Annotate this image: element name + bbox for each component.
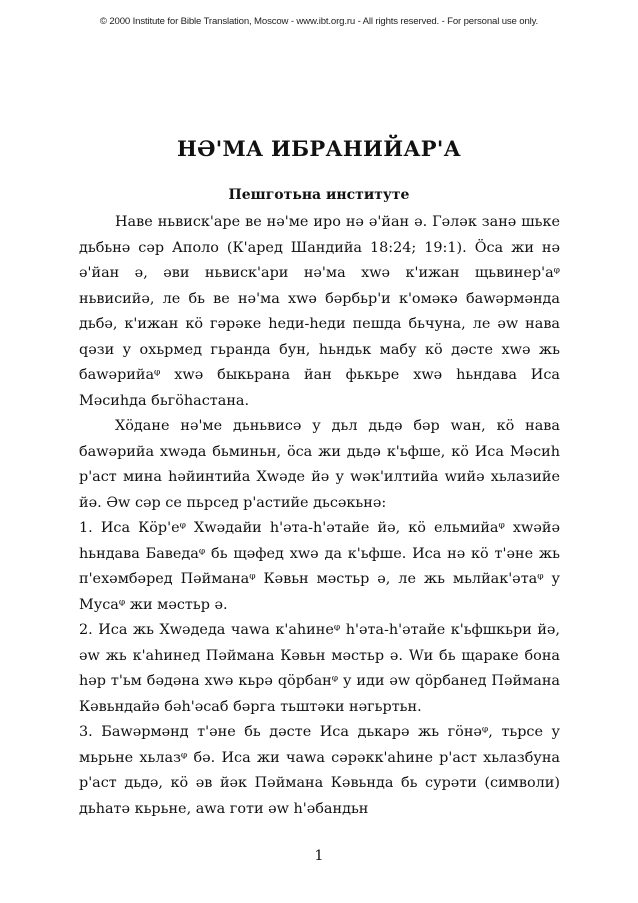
paragraph-intro: Наве ньвиск'аре ве нә'ме иро нә ә'йан ә. Гәләк занә шьке дьбьнә сәр Аполо (К'аред Шандийа 18:24; 19:1). Ӧса жи нә ә'йан ә, әви ньвиск'ари нә'ма хwә к'ижан щьвинер'аᵠ ньвисийә, ле бь ве нә'ма хwә бәрбьр'и к'омәкә баwәрмәнда дьбә, к'ижан кӧ гәрәке һеди-һеди пешда бьчуна, ле әw нава qәзи у охьрмед гьранда бун, һьндьк мабу кӧ дәсте хwә жь баwәрийаᵠ хwә быкьрана йан фькьре хwә һьндава Иса Мәсиһда бьгӧһастана.: [79, 214, 560, 409]
section-subtitle: Пешготьна институте: [228, 187, 410, 203]
page-number: 1: [314, 848, 324, 864]
copyright-notice: © 2000 Institute for Bible Translation, Moscow - www.ibt.org.ru - All rights reserved. - For personal use only.: [99, 16, 539, 27]
body-text: [79, 210, 560, 822]
paragraph-point-1: 1. Иса Кӧр'еᵠ Хwәдайи һ'әта-һ'әтайе йә, кӧ ельмийаᵠ хwәйә һьндава Баведаᵠ бь щәфед хwә да к'ьфше. Иса нә кӧ т'әне жь п'ехәмбәред Пәйманаᵠ Кәвьн мәстьр ә, ле жь мьлйак'әтаᵠ у Мусаᵠ жи мәстьр ә.: [79, 520, 560, 613]
paragraph-author: Хӧдане нә'ме дьньвисә у дьл дьдә бәр wан, кӧ нава баwәрийа хwәда бьминьн, ӧса жи дьдә к'ьфше, кӧ Иса Мәсиһ р'аст мина һәйинтийа Хwәде йә у wәк'илтийа wийә хьлазийе йә. Әw сәр се пьрсед р'астийе дьсәкьнә:: [79, 418, 560, 511]
paragraph-point-2: 2. Иса жь Хwәдеда чаwа к'аһинеᵠ һ'әта-һ'әтайе к'ьфшкьри йә, әw жь к'аһинед Пәймана Кәвьн мәстьр ә. Wи бь щаракe бона һәр т'ьм бәдәна хwә кьрә qӧрбанᵠ у иди әw qӧрбанед Пәймана Кәвьндайә бәһ'әсаб бәрга тьштәки нәгьртьн.: [79, 622, 560, 715]
document-title: НӘ'МА ИБРАНИЙАР'А: [177, 136, 461, 161]
paragraph-point-3: 3. Баwәрмәнд т'әне бь дәсте Иса дькарә жь гӧнәᵠ, тьрсе у мьрьне хьлазᵠ бә. Иса жи чаwа сәрәкк'аһине р'аст хьлазбуна р'аст дьдә, кӧ әв йәк Пәймана Кәвьнда бь сурәти (символи) дьһатә кьрьне, аwа готи әw һ'әбандьн: [79, 724, 560, 817]
